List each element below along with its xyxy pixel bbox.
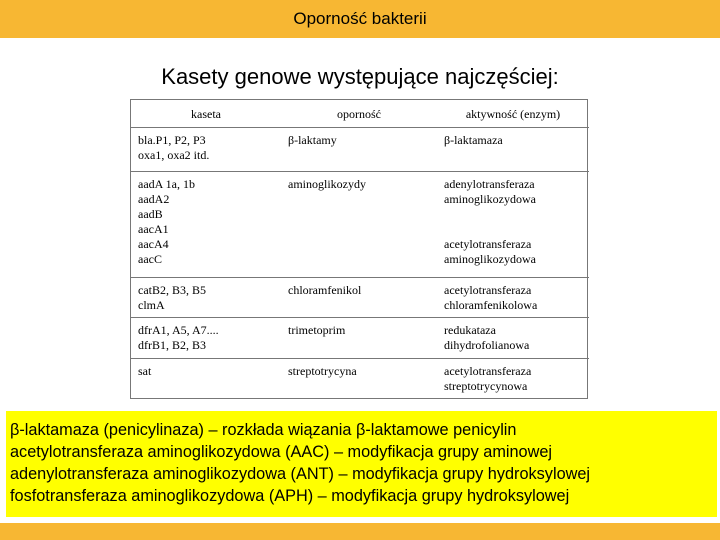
- definition-line: acetylotransferaza aminoglikozydowa (AAC) – modyfikacja grupy aminowej: [10, 443, 553, 461]
- cell-gap: [444, 207, 585, 237]
- table-row: [131, 127, 589, 171]
- title-bar: [0, 0, 720, 38]
- cell-line: chloramfenikol: [288, 282, 362, 297]
- cell-line: acetylotransferaza: [444, 236, 532, 251]
- cell-line: aacA1: [138, 221, 169, 236]
- definitions-box: [6, 411, 717, 517]
- column-header-kaseta: kaseta: [131, 100, 281, 127]
- cell-line: oxa1, oxa2 itd.: [138, 147, 210, 162]
- cell-opornosc: [281, 317, 437, 358]
- cell-opornosc: [281, 171, 437, 277]
- cell-line: aadA 1a, 1b: [138, 176, 195, 191]
- column-header-opornosc: oporność: [281, 100, 437, 127]
- cell-line: dihydrofolianowa: [444, 337, 530, 352]
- cell-line: bla.P1, P2, P3: [138, 132, 206, 147]
- table-row: [131, 317, 589, 358]
- cell-line: sat: [138, 363, 152, 378]
- definition-line: fosfotransferaza aminoglikozydowa (APH) – modyfikacja grupy hydroksylowej: [10, 487, 570, 505]
- cell-line: redukataza: [444, 322, 496, 337]
- cell-line: aadB: [138, 206, 163, 221]
- cell-line: β-laktamy: [288, 132, 337, 147]
- table-row: [131, 171, 589, 277]
- cell-aktywnosc: [437, 358, 589, 398]
- cell-kaseta: [131, 127, 281, 171]
- cell-line: aadA2: [138, 191, 170, 206]
- cassette-table: [130, 99, 588, 399]
- cell-line: β-laktamaza: [444, 132, 503, 147]
- cell-kaseta: [131, 277, 281, 317]
- cell-line: clmA: [138, 297, 165, 312]
- slide-title: Oporność bakterii: [293, 9, 427, 28]
- cell-aktywnosc: [437, 127, 589, 171]
- cell-aktywnosc: [437, 317, 589, 358]
- cell-line: dfrA1, A5, A7....: [138, 322, 219, 337]
- cell-line: acetylotransferaza: [444, 363, 532, 378]
- cell-opornosc: [281, 277, 437, 317]
- definition-line: adenylotransferaza aminoglikozydowa (ANT) – modyfikacja grupy hydroksylowej: [10, 465, 591, 483]
- cell-kaseta: [131, 358, 281, 398]
- cell-kaseta: [131, 317, 281, 358]
- cell-kaseta: [131, 171, 281, 277]
- cell-line: dfrB1, B2, B3: [138, 337, 207, 352]
- table-heading: Kasety genowe występujące najczęściej:: [161, 64, 559, 89]
- cell-line: chloramfenikolowa: [444, 297, 538, 312]
- cell-line: aminoglikozydy: [288, 176, 366, 191]
- cell-line: aminoglikozydowa: [444, 191, 536, 206]
- table-header-row: [131, 100, 589, 127]
- cell-line: acetylotransferaza: [444, 282, 532, 297]
- cell-line: aacA4: [138, 236, 169, 251]
- bottom-bar: [0, 523, 720, 540]
- cell-line: aacC: [138, 251, 162, 266]
- cell-line: adenylotransferaza: [444, 176, 535, 191]
- cell-line: streptotrycynowa: [444, 378, 528, 393]
- definition-line: β-laktamaza (penicylinaza) – rozkłada wiązania β-laktamowe penicylin: [10, 421, 517, 439]
- table-row: [131, 358, 589, 398]
- cell-opornosc: [281, 127, 437, 171]
- cell-line: catB2, B3, B5: [138, 282, 206, 297]
- column-header-aktywnosc: aktywność (enzym): [437, 100, 589, 127]
- cell-opornosc: [281, 358, 437, 398]
- cell-line: trimetoprim: [288, 322, 346, 337]
- cell-aktywnosc: [437, 277, 589, 317]
- table-row: [131, 277, 589, 317]
- cell-aktywnosc: [437, 171, 589, 277]
- cell-line: aminoglikozydowa: [444, 251, 536, 266]
- cell-line: streptotrycyna: [288, 363, 357, 378]
